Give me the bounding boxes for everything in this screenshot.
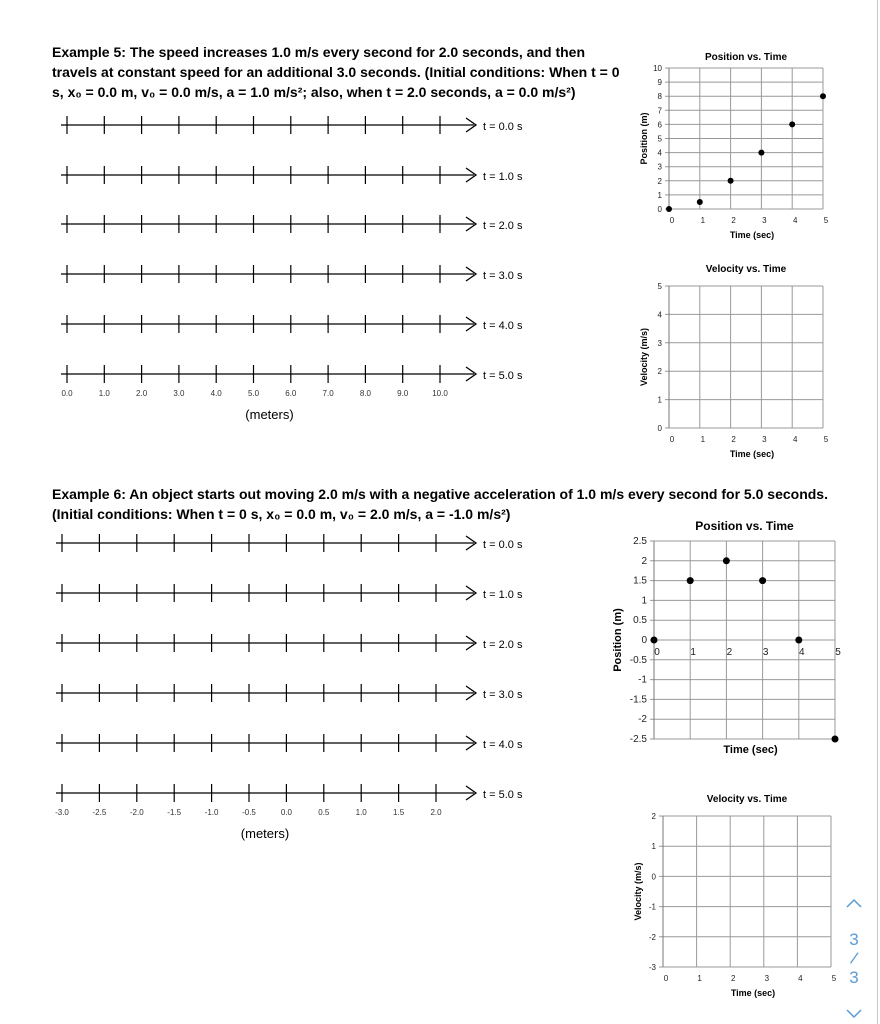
data-point [651,637,658,644]
x-tick-label: 2 [731,216,736,225]
data-point [832,736,839,743]
x-tick-label: 4 [799,647,805,658]
x-axis-title: Time (sec) [723,744,778,756]
data-point [697,199,703,205]
y-tick-label: 6 [657,120,662,130]
number-line [56,734,523,752]
page-scroll-edge [877,0,878,1024]
y-tick-label: 0 [641,635,647,646]
tick-label: 9.0 [397,389,409,398]
y-tick-label: 3 [657,338,662,348]
tick-label: 2.0 [136,389,148,398]
example-6-prompt: Example 6: An object starts out moving 2.0 m/s with a negative acceleration of 1.0 m/s every second for 5.0 seconds. (Initial conditions: When t = 0 s, x₀ = 0.0 m, v₀ = 2.0 m/s, a = -1.0 m/s²) [52,486,828,522]
y-tick-label: 0 [657,424,662,433]
x-tick-label: 4 [798,974,803,983]
tick-label: -2.5 [92,808,107,817]
chart-4 [633,794,837,998]
tick-label: 10.0 [432,389,448,398]
data-point [759,577,766,584]
x-tick-label: 5 [823,216,829,225]
chart-2 [639,264,829,459]
time-label: t = 3.0 s [483,270,523,282]
number-line [61,315,523,333]
x-tick-label: 1 [697,974,702,983]
y-tick-label: 0 [657,205,662,214]
y-tick-label: 4 [657,310,662,320]
page-up-button[interactable] [843,893,865,913]
x-tick-label: 0 [663,974,669,983]
x-tick-label: 2 [730,974,736,983]
example-6-number-lines [55,534,523,841]
x-tick-label: 3 [762,216,767,225]
x-tick-label: 1 [700,216,706,225]
page-total: 3 [849,968,859,987]
time-label: t = 1.0 s [483,171,523,183]
tick-label: 0.0 [61,389,73,398]
time-label: t = 0.0 s [483,539,523,551]
y-tick-label: 2 [657,176,662,186]
x-tick-label: 2 [731,435,736,444]
y-axis-title: Position (m) [639,112,649,165]
example-5-prompt: Example 5: The speed increases 1.0 m/s every second for 2.0 seconds, and then travels at constant speed for an additional 3.0 seconds. (Initial conditions: When t = 0 s, x₀ = 0.0 m, v₀ = 0.0 m/s, a = 1.0 m/s²; also, when t = 2.0 seconds, a = 0.0 m/s²) [52,44,620,100]
chevron-up-icon [847,900,861,907]
x-tick-label: 5 [823,435,829,444]
x-tick-label: 3 [764,974,770,983]
data-point [820,93,826,99]
x-tick-label: 3 [762,435,767,444]
tick-label: 8.0 [359,389,371,398]
x-tick-label: 5 [835,647,841,658]
time-label: t = 1.0 s [483,589,523,601]
time-label: t = 5.0 s [483,370,523,382]
time-label: t = 2.0 s [483,639,523,651]
y-tick-label: -2 [648,932,656,942]
tick-label: -3.0 [55,808,69,817]
page-separator: / [848,948,860,969]
x-tick-label: 1 [700,435,706,444]
y-tick-label: 1 [651,842,656,852]
time-label: t = 4.0 s [483,739,523,751]
chart-title: Position vs. Time [695,519,794,533]
time-label: t = 4.0 s [483,320,523,332]
tick-label: 0.5 [318,808,330,817]
tick-label: -0.5 [242,808,256,817]
chart-title: Velocity vs. Time [705,264,787,275]
example-5-number-lines [61,116,523,422]
x-axis-title: Time (sec) [729,230,775,240]
y-tick-label: -1.5 [629,694,647,706]
tick-label: 3.0 [173,389,185,398]
page-down-button[interactable] [843,1004,865,1024]
y-tick-label: 5 [657,134,662,144]
number-line [61,116,523,134]
y-tick-label: 1.5 [633,575,647,587]
y-tick-label: 8 [657,92,662,102]
tick-label: -1.5 [167,808,182,817]
y-tick-label: 1 [641,595,647,607]
y-tick-label: -2.5 [629,734,647,745]
y-tick-label: 2 [657,367,662,377]
y-tick-label: 3 [657,162,662,172]
tick-label: -2.0 [129,808,144,817]
number-line [56,634,523,652]
data-point [687,577,694,584]
y-tick-label: 2 [641,555,647,567]
y-tick-label: 5 [657,282,662,291]
tick-label: 1.0 [355,808,367,817]
x-axis-title: Time (sec) [730,988,776,998]
unit-label: (meters) [245,407,294,422]
time-label: t = 3.0 s [483,689,523,701]
chart-title: Position vs. Time [704,52,788,63]
tick-label: 2.0 [430,808,442,817]
x-tick-label: 4 [792,435,798,444]
y-tick-label: 0 [651,872,656,882]
x-tick-label: 2 [726,647,733,658]
number-line [61,265,523,283]
x-tick-label: 0 [669,435,675,444]
tick-label: 5.0 [247,389,260,398]
y-tick-label: 9 [657,78,662,88]
data-point [728,178,734,184]
y-tick-label: 10 [653,64,662,73]
number-line [61,166,523,184]
y-axis-title: Velocity (m/s) [633,862,643,921]
y-tick-label: 1 [657,190,662,200]
chevron-down-icon [847,1010,861,1017]
time-label: t = 2.0 s [483,220,523,232]
y-tick-label: 7 [657,106,662,116]
unit-label: (meters) [240,826,290,841]
x-tick-label: 5 [831,974,837,983]
y-tick-label: -0.5 [629,654,647,666]
y-tick-label: -1 [648,902,656,912]
data-point [666,206,672,212]
x-tick-label: 0 [654,647,660,658]
number-line [56,534,523,552]
tick-label: 7.0 [322,389,334,398]
y-tick-label: 2 [651,812,656,821]
page-current: 3 [849,930,859,949]
tick-label: 1.0 [98,389,110,398]
chart-3 [612,519,841,756]
data-point [758,150,764,156]
y-axis-title: Position (m) [612,608,624,672]
x-tick-label: 4 [792,216,798,225]
data-point [789,121,795,127]
time-label: t = 0.0 s [483,121,523,133]
x-tick-label: 1 [690,647,696,658]
tick-label: 1.5 [393,808,405,817]
number-line [61,215,523,233]
tick-label: 6.0 [285,389,297,398]
chart-1 [639,52,829,240]
data-point [723,557,730,564]
tick-label: 0.0 [280,808,292,817]
number-line [56,684,523,702]
data-point [795,637,802,644]
y-tick-label: 2.5 [633,536,647,547]
time-label: t = 5.0 s [483,789,523,801]
y-tick-label: 1 [657,395,662,405]
y-tick-label: -3 [648,963,656,972]
y-axis-title: Velocity (m/s) [639,327,649,387]
number-line [55,784,523,841]
y-tick-label: -2 [638,714,647,726]
y-tick-label: 4 [657,148,662,158]
tick-label: -1.0 [204,808,219,817]
x-axis-title: Time (sec) [729,449,775,459]
x-tick-label: 3 [762,647,769,658]
chart-title: Velocity vs. Time [706,794,788,805]
y-tick-label: -1 [638,674,647,686]
x-tick-label: 0 [669,216,675,225]
y-tick-label: 0.5 [633,615,647,627]
number-line [56,584,523,602]
tick-label: 4.0 [210,389,222,398]
number-line [61,365,523,422]
